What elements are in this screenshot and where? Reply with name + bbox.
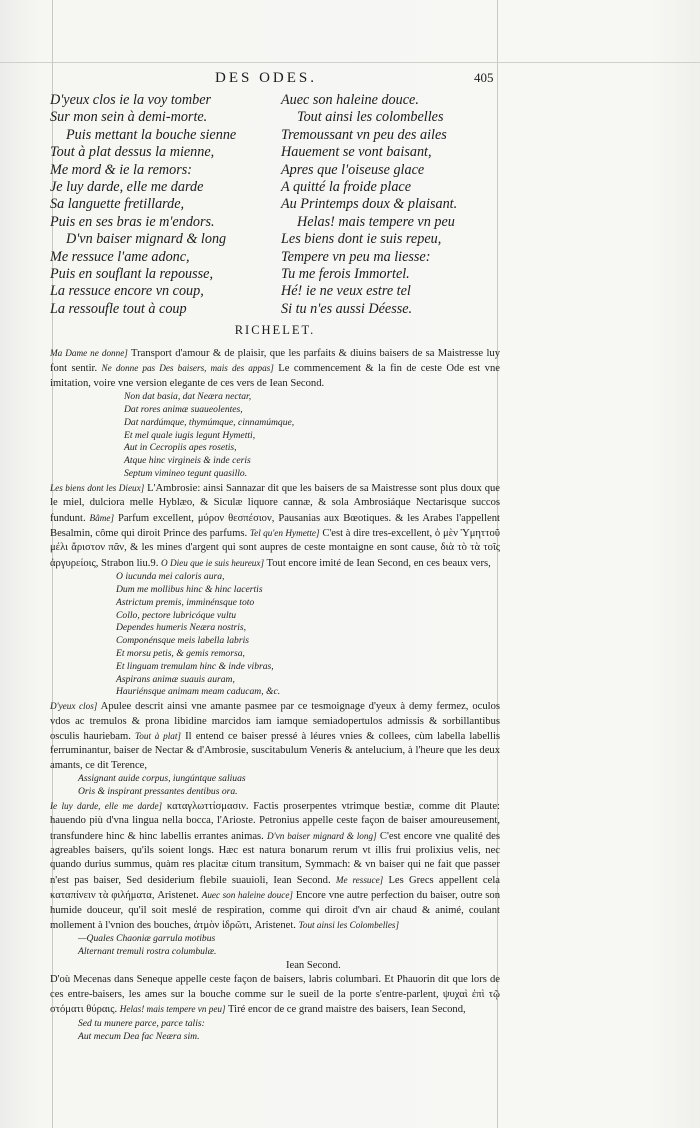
poem-line: Je luy darde, elle me darde xyxy=(50,179,204,196)
lemma: Tout à plat] xyxy=(135,731,181,742)
poem-line: Au Printemps doux & plaisant. xyxy=(281,196,458,213)
poem-line: Hé! ie ne veux estre tel xyxy=(281,283,411,300)
quote-line: Septum vimineo tegunt quasillo. xyxy=(124,468,248,479)
poem-line: Tout à plat dessus la mienne, xyxy=(50,144,215,161)
poem-line: Puis mettant la bouche sienne xyxy=(66,126,237,143)
poem-line: Hauement se vont baisant, xyxy=(281,144,432,161)
commentary-text: C'est à dire tres-excellent, ὁ μὲν Ὑμηττοῦ μέλι ἄριστον πᾶν, & les mines d'argent qui sont aupres de ceste montaigne en sont cause, διὰ τὸ τὰ τοῖς ἀργυρείοις, Strabon liu.9. xyxy=(50,528,500,569)
poem-line: Helas! mais tempere vn peu xyxy=(297,213,455,230)
commentary-paragraph xyxy=(50,799,500,934)
commentary-title: RICHELET. xyxy=(234,323,316,337)
quote-line: Aut mecum Dea fac Neæra sim. xyxy=(78,1030,200,1042)
poem-line: Puis en ses bras ie m'endors. xyxy=(50,213,215,230)
poem-line: Auec son haleine douce. xyxy=(281,92,419,108)
quote-line: Dat nardúmque, thymúmque, cinnamúmque, xyxy=(124,416,295,428)
lemma: D'vn baiser mignard & long] xyxy=(267,830,377,841)
commentary-text: καταγλωττίσμασιν. Factis proserpentes vtrimque bestiæ, comme dit Plaute: hauendo più d'vna lingua nella bocca, l'Arioste. Petronius appelle ceste façon de baiser amoureusement, transfundere hinc & hinc labellis errantes animas. xyxy=(50,800,500,842)
lemma: Auec son haleine douce] xyxy=(201,890,293,901)
quote-line: Oris & inspirant pressantes dentibus ora. xyxy=(78,786,238,798)
poem-line: Tout ainsi les colombelles xyxy=(297,109,444,126)
quote-line: Aspirans animæ suauis auram, xyxy=(116,673,235,685)
quote-line: Alternant tremuli rostra columbulæ. xyxy=(78,946,217,958)
quote-line: —Quales Chaoniæ garrula motibus xyxy=(78,933,216,945)
quote-attribution: Iean Second. xyxy=(286,960,341,972)
quote-line: Et morsu petis, & gemis remorsa, xyxy=(116,648,245,660)
commentary-text: Les Grecs appellent cela καταπίνειν τὰ φιλήματα, Aristenet. xyxy=(50,874,500,902)
page-margin-rule-top xyxy=(0,62,700,63)
commentary-text: Parfum excellent, μύρον θεσπέσιον, Pausanias aux Bœotiques. & les Arabes l'appellent Besalmin, côme qui diroit Prince des parfums. xyxy=(50,512,500,540)
lemma: Helas! mais tempere vn peu] xyxy=(119,1004,226,1015)
poem-line: La ressoufle tout à coup xyxy=(50,300,187,317)
poem-line: Tu me ferois Immortel. xyxy=(281,266,410,283)
quote-line: Sed tu munere parce, parce talis: xyxy=(78,1017,205,1029)
poem-line: Sur mon sein à demi-morte. xyxy=(50,109,208,126)
quote-line: Collo, pectore lubricóque vultu xyxy=(116,609,237,621)
quote-line: Dum me mollibus hinc & hinc lacertis xyxy=(116,584,263,596)
quote-line: Dependes humeris Neæra nostris, xyxy=(116,622,247,634)
quote-line: Astrictum premis, imminénsque toto xyxy=(116,596,255,608)
page-number: 405 xyxy=(474,70,494,85)
commentary-text: Encore vne autre perfection du baiser, outre son humide douceur, qu'il soit meslé de respiration, comme qui diroit d'vn air chaud & animé, coulant mollement à l'vnion des bouches, ἀτμὸν ἱδρῶτι, Aristenet. xyxy=(50,890,501,932)
running-head: DES ODES. xyxy=(215,70,318,86)
lemma: Tout ainsi les Colombelles] xyxy=(298,920,400,931)
poem-line: D'vn baiser mignard & long xyxy=(66,231,227,248)
quote-line: Dat rores animæ suaueolentes, xyxy=(124,404,243,416)
latin-quote xyxy=(50,1018,500,1044)
quote-line: Hauriénsque animam meam caducam, &c. xyxy=(116,686,281,698)
commentary-paragraph xyxy=(50,481,500,571)
poem-line: Me mord & ie la remors: xyxy=(50,161,192,178)
quote-line: Non dat basia, dat Neæra nectar, xyxy=(124,391,252,403)
poem-line: La ressuce encore vn coup, xyxy=(50,283,204,300)
lemma: Me ressuce] xyxy=(335,874,384,885)
commentary-paragraph xyxy=(50,699,500,773)
quote-line: Aut in Cecropiis apes rosetis, xyxy=(124,442,237,454)
commentary-body xyxy=(50,346,500,1043)
commentary-text: Transport d'amour & de plaisir, que les parfaits & diuins baisers de sa Maistresse luy font sentir. xyxy=(50,348,500,375)
lemma: O Dieu que ie suis heureux] xyxy=(161,557,265,568)
lemma: Ie luy darde, elle me darde] xyxy=(50,800,163,811)
poem-line: Me ressuce l'ame adonc, xyxy=(50,248,190,265)
commentary-text: Le commencement & la fin de ceste Ode est vne imitation, voire vne version elegante de ces vers de Iean Second. xyxy=(50,363,500,389)
poem-line: Sa languette fretillarde, xyxy=(50,196,185,213)
lemma: D'yeux clos] xyxy=(50,701,98,712)
commentary-text: D'où Mecenas dans Seneque appelle ceste façon de baisers, labris columbari. Et Phauorin dit que lors de ces entre-baisers, les ames sur la bouche comme sur le sueil de la porte s'entre-parlent, ψυχαὶ ἐπὶ τῷ στόματι θύραις. xyxy=(50,974,500,1016)
lemma: Tel qu'en Hymette] xyxy=(249,528,320,539)
commentary-text: Tiré encor de ce grand maistre des baisers, Iean Second, xyxy=(228,1004,466,1016)
quote-line: Assignant auide corpus, iungúntque saliuas xyxy=(78,773,246,785)
quote-line: Atque hinc virgineis & inde ceris xyxy=(124,455,251,467)
commentary-text: Il entend ce baiser pressé à léures vnies & collees, cùm labella labellis ferruminantur, baiser de Nectar & d'Ambrosie, suscitabulum Veneris & antelucium, à l'heure que les deux amants, ce dit Terence, xyxy=(50,731,501,771)
commentary-paragraph xyxy=(50,973,500,1017)
poem-line: A quitté la froide place xyxy=(281,179,412,196)
poem-column-right xyxy=(281,92,501,318)
poem-line: Les biens dont ie suis repeu, xyxy=(281,231,442,248)
quote-line: Componénsque meis labella labris xyxy=(116,635,249,647)
quote-line: O iucunda mei caloris aura, xyxy=(116,571,225,583)
latin-quote xyxy=(50,571,500,699)
poem-line: Puis en souflant la repousse, xyxy=(50,266,214,283)
poem-line: D'yeux clos ie la voy tomber xyxy=(50,92,212,108)
latin-quote xyxy=(50,773,500,799)
commentary-paragraph xyxy=(50,346,500,391)
commentary-text: Apulee descrit ainsi vne amante pasmee par ce tesmoignage d'yeux à demy fermez, oculos vdos ac tremulos & prona libidine marcidos iam iamque semiadopertulos admissis & sorbillantibus osculis hauriebam. xyxy=(50,701,500,743)
poem-line: Tremoussant vn peu des ailes xyxy=(281,126,447,143)
latin-quote xyxy=(50,933,500,959)
poem-line: Si tu n'es aussi Déesse. xyxy=(281,300,413,317)
quote-line: Et mel quale iugis legunt Hymetti, xyxy=(124,429,256,441)
lemma: Ne donne pas Des baisers, mais des appas] xyxy=(101,363,274,374)
commentary-text: C'est encore vne qualité des agreables baisers, qu'ils soient longs. Hæc est natura bonarum rerum vt illis frui prolixius velis, nec quando durius summus, quàm res placitæ citum transitum, Symmach: & vn baiser qui ne fait que passer n'est pas baiser, Sed desiderium flebile suauioli, Iean Second. xyxy=(50,830,500,886)
lemma: Ma Dame ne donne] xyxy=(50,348,128,358)
poem-column-left xyxy=(50,92,280,318)
lemma: Les biens dont les Dieux] xyxy=(50,482,145,493)
latin-quote xyxy=(50,391,500,481)
commentary-text: L'Ambrosie: ainsi Sannazar dit que les baisers de sa Maistresse sont plus doux que le miel, dulciora melle Hyblæo, & Siculæ liquore cannæ, & sola Ambrosiáque Nectarisque succos fundunt. xyxy=(50,482,500,524)
quote-line: Et linguam tremulam hinc & inde vibras, xyxy=(116,660,274,672)
poem-line: Tempere vn peu ma liesse: xyxy=(281,248,431,265)
poem-line: Apres que l'oiseuse glace xyxy=(281,161,425,178)
commentary-text: Tout encore imité de Iean Second, en ces beaux vers, xyxy=(266,557,491,569)
lemma: Bâme] xyxy=(89,512,115,523)
